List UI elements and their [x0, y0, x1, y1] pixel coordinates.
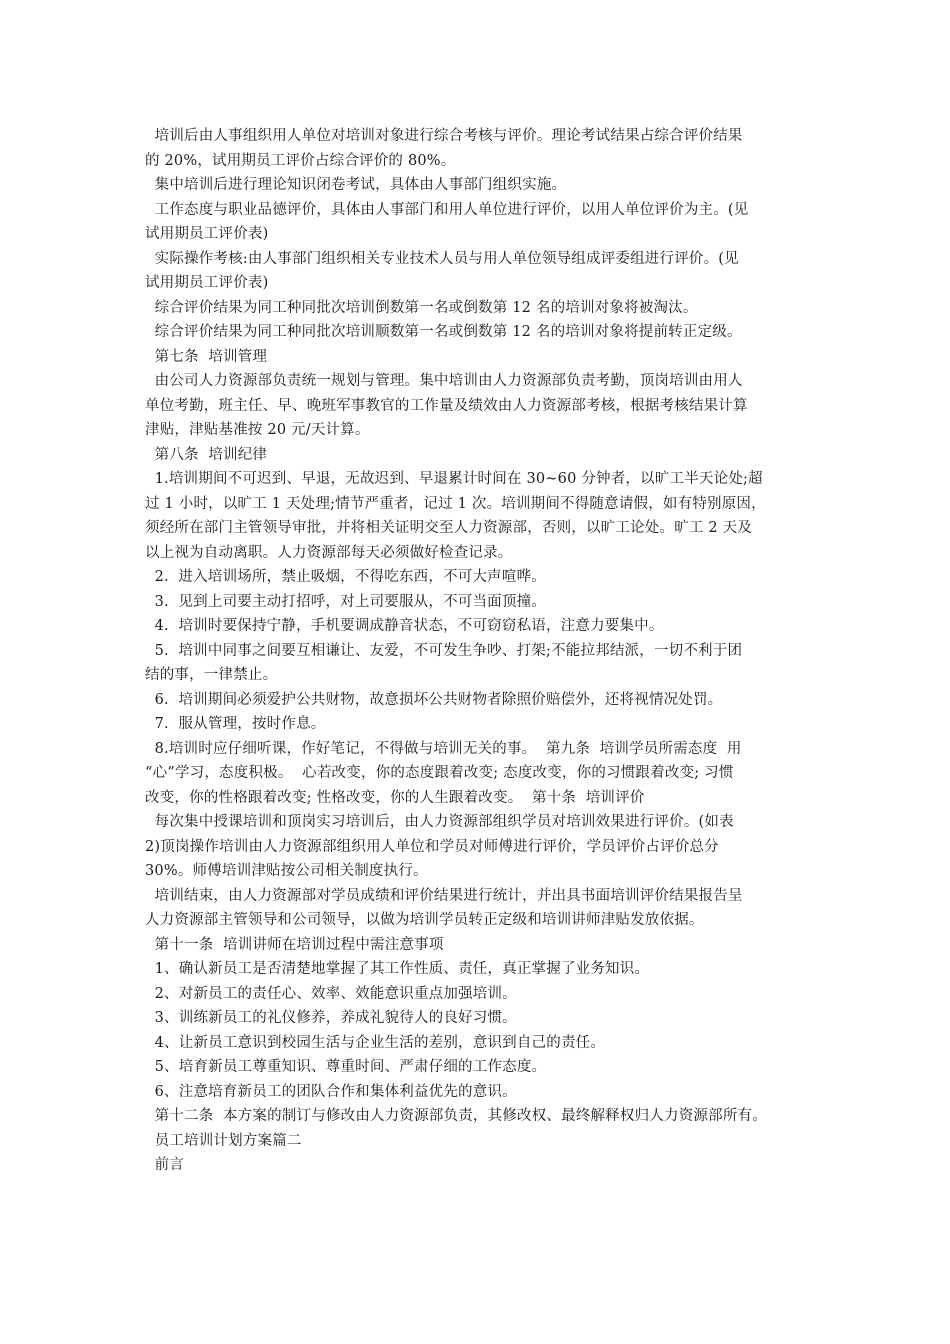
text-line: 1、确认新员工是否清楚地掌握了其工作性质、责任，真正掌握了业务知识。: [145, 961, 650, 977]
text-line: 第八条 培训纪律: [145, 446, 268, 463]
text-line: 试用期员工评价表): [145, 275, 269, 291]
text-line: 单位考勤，班主任、早、晚班军事教官的工作量及绩效由人力资源部考核，根据考核结果计算: [145, 397, 748, 414]
text-line: 培训后由人事组织用人单位对培训对象进行综合考核与评价。理论考试结果占综合评价结果: [145, 128, 743, 144]
text-line: 每次集中授课培训和顶岗实习培训后，由人力资源部组织学员对培训效果进行评价。(如表: [145, 814, 734, 830]
text-line: 由公司人力资源部负责统一规划与管理。集中培训由人力资源部负责考勤，顶岗培训由用人: [145, 373, 743, 389]
text-line: 培训结束，由人力资源部对学员成绩和评价结果进行统计，并出具书面培训评价结果报告呈: [145, 887, 743, 904]
text-line: 第七条 培训管理: [145, 348, 268, 365]
text-line: 过 1 小时，以旷工 1 天处理;情节严重者，记过 1 次。培训期间不得随意请假，如有特别原因，: [145, 495, 766, 512]
text-line: 8.培训时应仔细听课，作好笔记，不得做与培训无关的事。 第九条 培训学员所需态度 用: [145, 740, 742, 757]
text-line: 5、培育新员工尊重知识、尊重时间、严肃仔细的工作态度。: [145, 1059, 547, 1075]
text-line: 4、让新员工意识到校园生活与企业生活的差别，意识到自己的责任。: [145, 1034, 606, 1051]
text-line: 前言: [145, 1157, 185, 1173]
text-line: 综合评价结果为同工种同批次培训倒数第一名或倒数第 12 名的培训对象将被淘汰。: [145, 299, 698, 316]
text-line: 2)顶岗操作培训由人力资源部组织用人单位和学员对师傅进行评价，学员评价占评价总分: [145, 838, 719, 855]
text-line: 3、训练新员工的礼仪修养，养成礼貌待人的良好习惯。: [145, 1010, 517, 1026]
text-line: 以上视为自动离职。人力资源部每天必须做好检查记录。: [145, 544, 513, 561]
text-line: 5. 培训中同事之间要互相谦让、友爱，不可发生争吵、打架;不能拉邦结派，一切不利于团: [145, 642, 743, 659]
text-line: 4. 培训时要保持宁静，手机要调成静音状态，不可窃窃私语，注意力要集中。: [145, 618, 664, 634]
text-line: 2、对新员工的责任心、效率、效能意识重点加强培训。: [145, 985, 517, 1002]
text-line: 实际操作考核:由人事部门组织相关专业技术人员与用人单位领导组成评委组进行评价。(见: [145, 250, 739, 267]
text-line: 2. 进入培训场所，禁止吸烟，不得吃东西，不可大声喧哗。: [145, 569, 546, 585]
text-line: 津贴，津贴基准按 20 元/天计算。: [145, 422, 370, 438]
text-line: 结的事，一律禁止。: [145, 667, 278, 683]
text-line: 6、注意培育新员工的团队合作和集体利益优先的意识。: [145, 1083, 517, 1100]
text-line: 改变，你的性格跟着改变; 性格改变，你的人生跟着改变。 第十条 培训评价: [145, 789, 645, 806]
text-line: 30%。师傅培训津贴按公司相关制度执行。: [145, 863, 428, 879]
text-line: 须经所在部门主管领导审批，并将相关证明交至人力资源部，否则，以旷工论处。旷工 2 天及: [145, 520, 753, 536]
text-line: 第十一条 培训讲师在培训过程中需注意事项: [145, 936, 444, 953]
text-line: 1.培训期间不可迟到、早退，无故迟到、早退累计时间在 30~60 分钟者，以旷工半天论处;超: [145, 471, 763, 487]
text-line: 综合评价结果为同工种同批次培训顺数第一名或倒数第 12 名的培训对象将提前转正定级。: [145, 324, 742, 340]
text-line: 的 20%，试用期员工评价占综合评价的 80%。: [145, 152, 456, 169]
text-line: 7. 服从管理，按时作息。: [145, 716, 326, 732]
text-line: 第十二条 本方案的制订与修改由人力资源部负责，其修改权、最终解释权归人力资源部所有。: [145, 1108, 767, 1124]
text-line: 工作态度与职业品德评价，具体由人事部门和用人单位进行评价，以用人单位评价为主。(见: [145, 201, 749, 218]
text-line: “心”学习，态度积极。 心若改变，你的态度跟着改变; 态度改变，你的习惯跟着改变; 习惯: [145, 765, 734, 781]
text-line: 集中培训后进行理论知识闭卷考试，具体由人事部门组织实施。: [145, 177, 567, 193]
text-line: 6. 培训期间必须爱护公共财物，故意损坏公共财物者除照价赔偿外，还将视情况处罚。: [145, 691, 723, 708]
text-line: 人力资源部主管领导和公司领导，以做为培训学员转正定级和培训讲师津贴发放依据。: [145, 912, 704, 928]
text-line: 3. 见到上司要主动打招呼，对上司要服从，不可当面顶撞。: [145, 593, 546, 610]
document-body: [145, 124, 825, 1178]
text-line: 员工培训计划方案篇二: [145, 1132, 302, 1149]
text-line: 试用期员工评价表): [145, 226, 269, 242]
